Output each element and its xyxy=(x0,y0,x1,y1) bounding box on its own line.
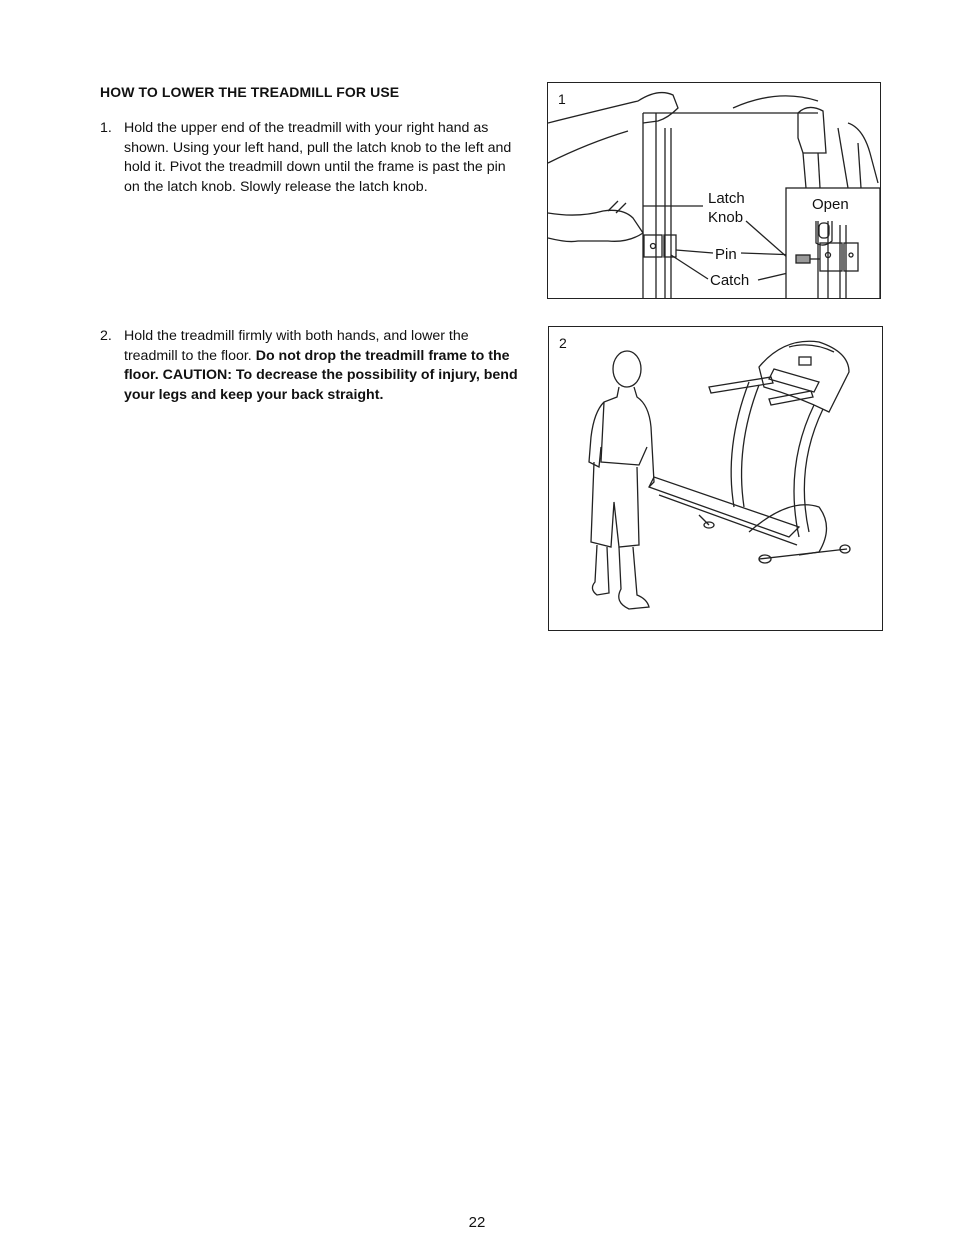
step-text: Hold the upper end of the treadmill with your right hand as shown. Using your left hand, pull the latch knob to the left and hold it. Pivot the treadmill down until the frame is past the pin on the latch knob. Slowly release the latch knob. xyxy=(124,120,512,195)
figure-2-drawing xyxy=(549,327,882,630)
figure-number: 2 xyxy=(559,335,567,351)
instruction-step-1 xyxy=(100,119,520,197)
figure-number: 1 xyxy=(558,91,566,107)
figure-2-lowering-illustration xyxy=(548,326,883,631)
section-heading: HOW TO LOWER THE TREADMILL FOR USE xyxy=(100,84,400,100)
page-number: 22 xyxy=(468,1214,486,1231)
instruction-step-2 xyxy=(100,327,520,405)
label-latch: Latch xyxy=(708,190,745,207)
step-number: 2. xyxy=(100,328,112,344)
label-catch: Catch xyxy=(710,272,750,289)
step-text: Hold the treadmill firmly with both hands, and lower the treadmill to the floor. xyxy=(124,328,469,364)
label-open: Open xyxy=(812,196,849,213)
figure-1-latch-illustration xyxy=(547,82,881,299)
step-warning-text: Do not drop the treadmill frame to the floor. CAUTION: To decrease the possibility of injury, bend your legs and keep your back straight. xyxy=(124,347,518,403)
label-knob: Knob xyxy=(708,209,744,226)
label-pin: Pin xyxy=(715,246,737,263)
step-number: 1. xyxy=(100,120,112,136)
step-text-block xyxy=(124,327,520,405)
